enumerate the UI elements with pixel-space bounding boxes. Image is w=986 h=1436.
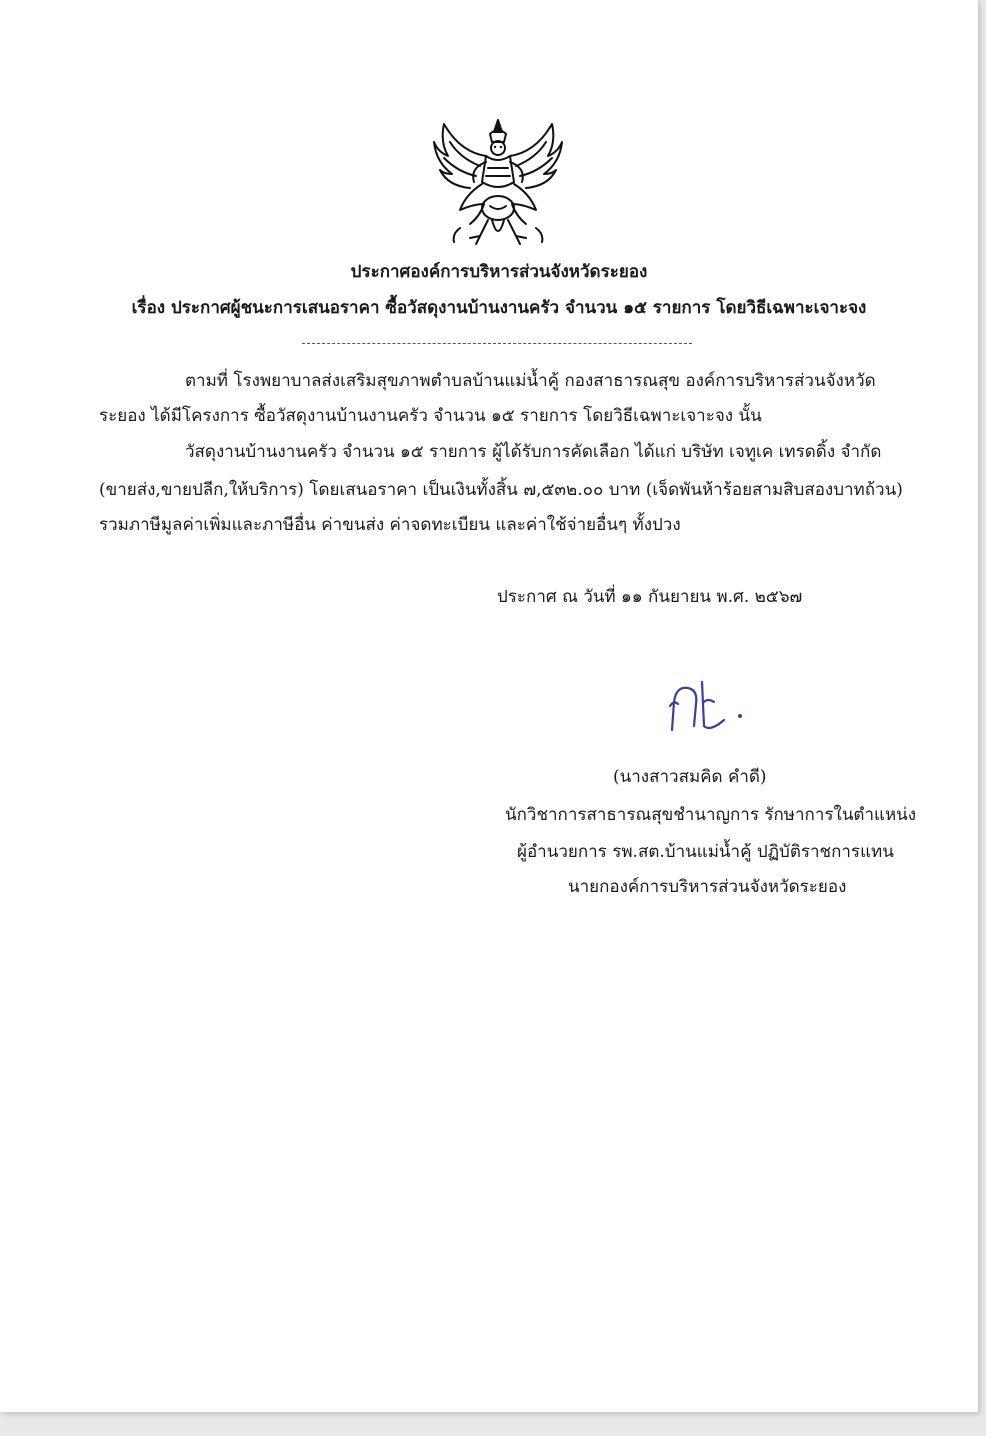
handwritten-signature-icon: [664, 676, 754, 736]
signatory-position-line3: นายกองค์การบริหารส่วนจังหวัดระยอง: [568, 877, 847, 897]
signatory-name: (นางสาวสมคิด คำดี): [613, 767, 767, 787]
garuda-emblem-icon: [430, 112, 566, 252]
announcement-date: ประกาศ ณ วันที่ ๑๑ กันยายน พ.ศ. ๒๕๖๗: [497, 587, 803, 607]
paragraph1-line1: ตามที่ โรงพยาบาลส่งเสริมสุขภาพตำบลบ้านแม่น้ำคู้ กองสาธารณสุข องค์การบริหารส่วนจังหวัด: [185, 371, 876, 391]
signatory-position-line1: นักวิชาการสาธารณสุขชำนาญการ รักษาการในตำแหน่ง: [505, 805, 917, 825]
announcement-title: ประกาศองค์การบริหารส่วนจังหวัดระยอง: [350, 262, 648, 282]
paragraph2-line2: (ขายส่ง,ขายปลีก,ให้บริการ) โดยเสนอราคา เป็นเงินทั้งสิ้น ๗,๕๓๒.๐๐ บาท (เจ็ดพันห้าร้อยสามสิบสองบาทถ้วน): [99, 480, 903, 500]
paragraph2-line1: วัสดุงานบ้านงานครัว จำนวน ๑๕ รายการ ผู้ได้รับการคัดเลือก ได้แก่ บริษัท เจทูเค เทรดดิ้ง จำกัด: [185, 442, 882, 462]
paragraph2-line3: รวมภาษีมูลค่าเพิ่มและภาษีอื่น ค่าขนส่ง ค่าจดทะเบียน และค่าใช้จ่ายอื่นๆ ทั้งปวง: [99, 515, 681, 535]
paragraph1-line2: ระยอง ได้มีโครงการ ซื้อวัสดุงานบ้านงานครัว จำนวน ๑๕ รายการ โดยวิธีเฉพาะเจาะจง นั้น: [99, 406, 762, 426]
announcement-subject: เรื่อง ประกาศผู้ชนะการเสนอราคา ซื้อวัสดุงานบ้านงานครัว จำนวน ๑๕ รายการ โดยวิธีเฉพาะเจาะจง: [131, 298, 867, 318]
signatory-position-line2: ผู้อำนวยการ รพ.สต.บ้านแม่น้ำคู้ ปฏิบัติราชการแทน: [517, 842, 894, 862]
dashed-divider: [302, 343, 692, 344]
